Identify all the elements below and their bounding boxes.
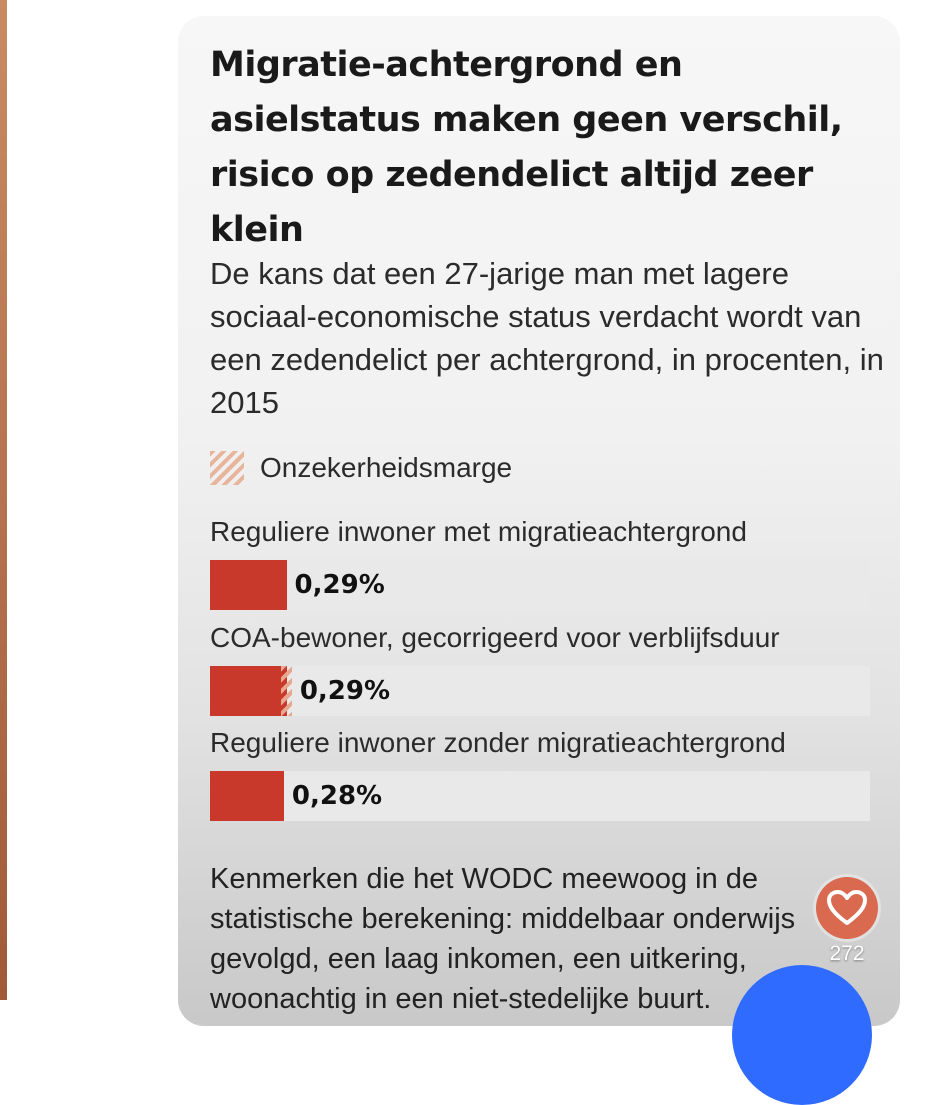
bar	[210, 560, 287, 610]
legend-label: Onzekerheidsmarge	[260, 452, 513, 483]
chart-subtitle: De kans dat een 27-jarige man met lagere sociaal-economische status verdacht wordt van een zedendelict per achtergrond, in procenten, in 2015	[210, 256, 884, 420]
like-count: 272	[829, 942, 865, 965]
chart-title: Migratie-achtergrond en asielstatus maken geen verschil, risico op zedendelict altijd zeer klein	[210, 45, 843, 250]
chart-card	[178, 16, 900, 1026]
like-button[interactable]	[816, 877, 878, 939]
uncertainty-margin	[281, 666, 292, 716]
bar	[210, 666, 287, 716]
floating-action-button[interactable]	[732, 965, 872, 1105]
bar	[210, 771, 284, 821]
value-label: 0,28%	[291, 781, 383, 811]
value-label: 0,29%	[299, 676, 391, 706]
left-edge-strip	[0, 0, 7, 1000]
footnote: Kenmerken die het WODC meewoog in de statistische berekening: middelbaar onderwijs gevolgd, een laag inkomen, een uitkering, woonachtig in een niet-stedelijke buurt.	[210, 863, 796, 1015]
value-label: 0,29%	[294, 570, 385, 600]
category-label: Reguliere inwoner zonder migratieachtergrond	[210, 727, 786, 758]
heart-icon	[827, 890, 867, 926]
category-label: COA-bewoner, gecorrigeerd voor verblijfsduur	[210, 622, 780, 653]
category-label: Reguliere inwoner met migratieachtergrond	[210, 516, 747, 547]
